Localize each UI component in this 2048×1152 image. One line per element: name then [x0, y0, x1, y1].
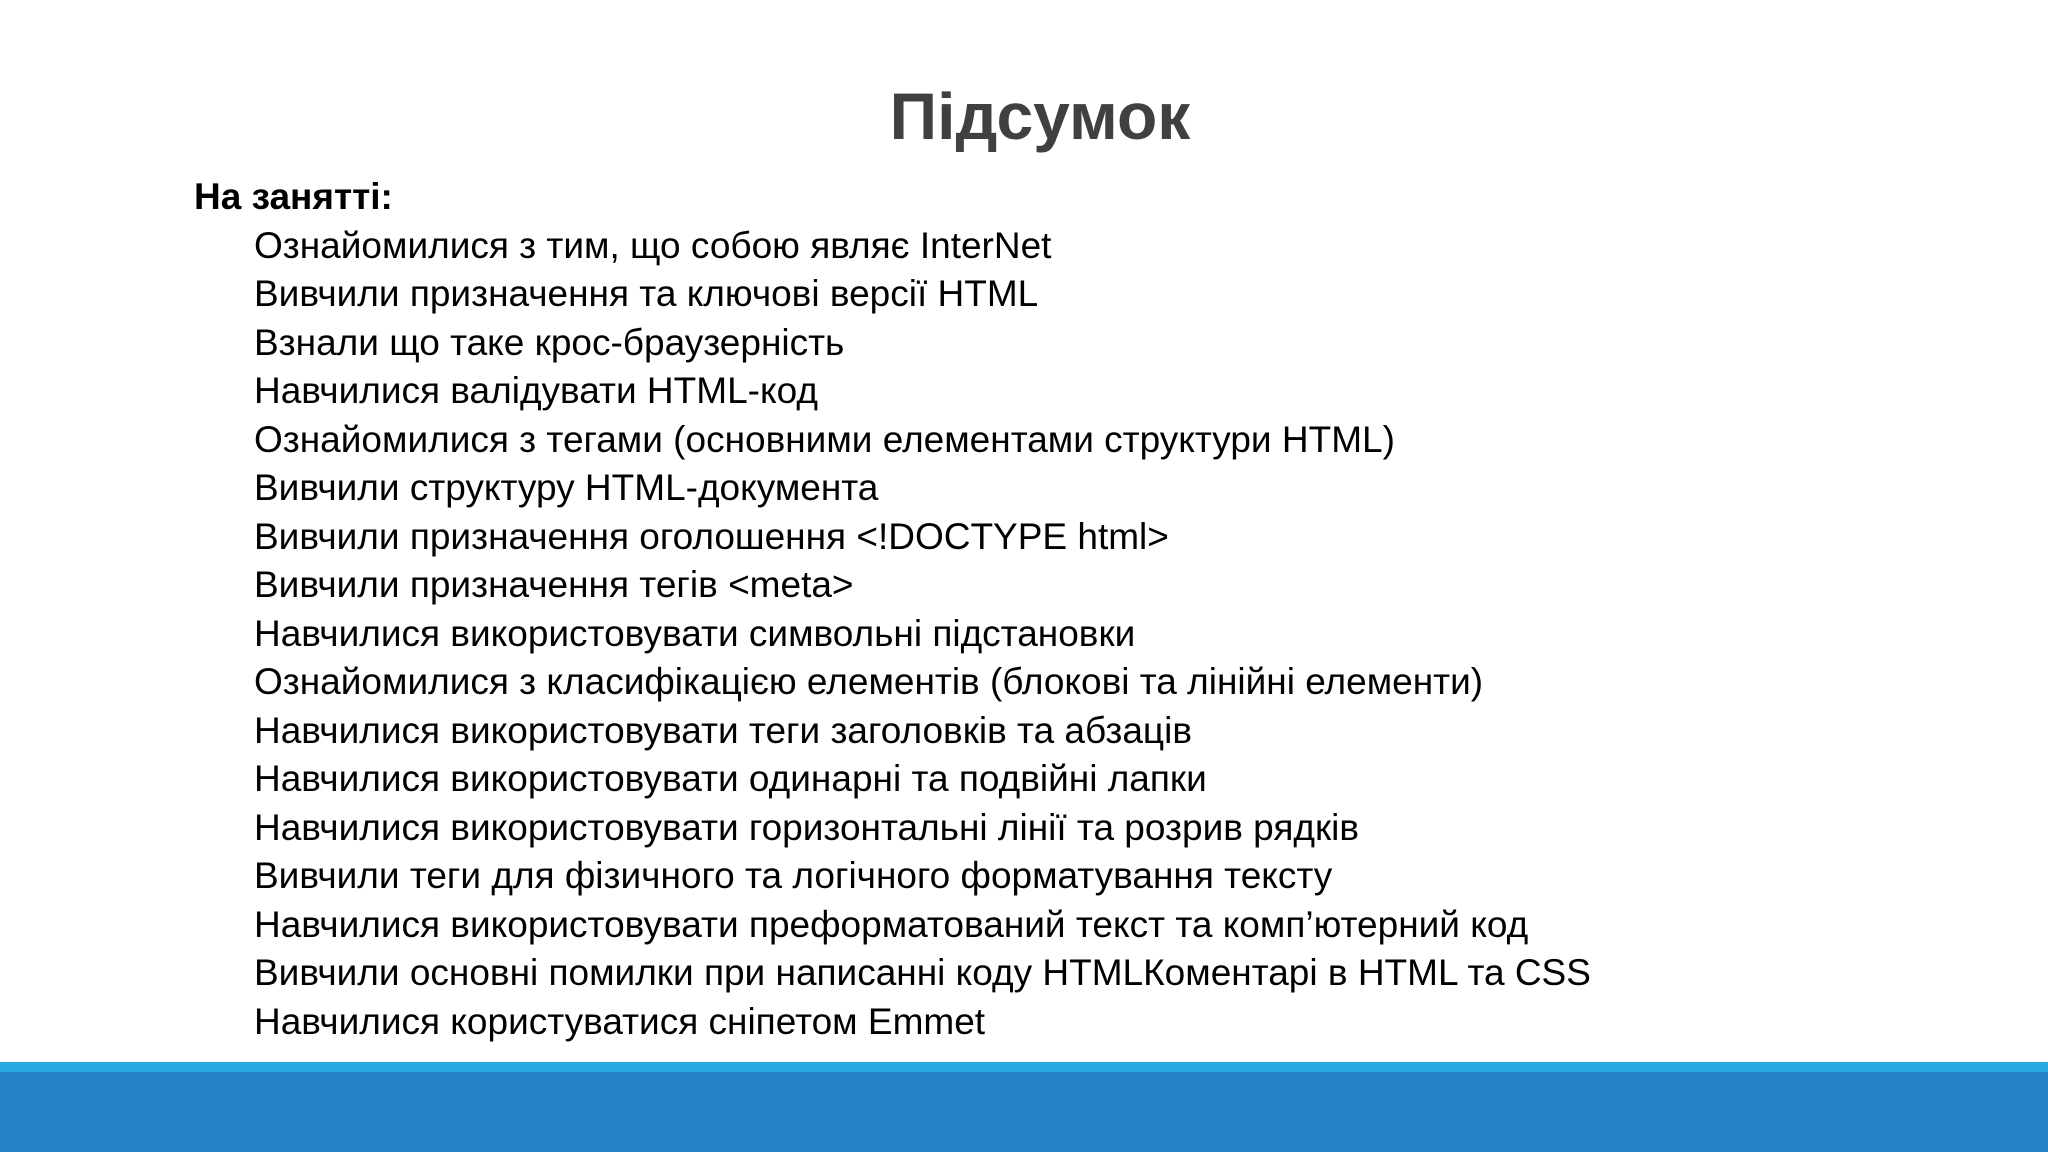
summary-list — [194, 222, 1994, 1047]
list-item: Вивчили призначення та ключові версії HTML — [254, 273, 1039, 314]
list-item: Ознайомилися з тим, що собою являє InterNet — [254, 224, 1052, 266]
list-item: Вивчили призначення тегів <meta> — [254, 564, 854, 605]
list-item: Навчилися використовувати преформатований текст та комп’ютерний код — [254, 903, 1529, 945]
list-item: Вивчили структуру HTML-документа — [254, 467, 879, 508]
slide-content — [194, 173, 1994, 1046]
list-item: Ознайомилися з класифікацією елементів (блокові та лінійні елементи) — [254, 661, 1484, 702]
intro-heading: На занятті: — [194, 176, 393, 217]
list-item: Навчилися використовувати символьні підстановки — [254, 612, 1136, 654]
list-item: Навчилися використовувати теги заголовків та абзаців — [254, 709, 1192, 751]
list-item: Вивчили теги для фізичного та логічного форматування тексту — [254, 855, 1333, 896]
list-item: Ознайомилися з тегами (основними елементами структури HTML) — [254, 418, 1395, 460]
list-item: Навчилися валідувати HTML-код — [254, 370, 818, 411]
list-item: Навчилися використовувати горизонтальні лінії та розрив рядків — [254, 806, 1360, 848]
slide-title: Підсумок — [889, 79, 1191, 153]
footer-bar — [0, 1072, 2048, 1152]
list-item: Вивчили призначення оголошення <!DOCTYPE html> — [254, 515, 1169, 557]
footer-accent-line — [0, 1062, 2048, 1072]
list-item: Навчилися використовувати одинарні та подвійні лапки — [254, 758, 1207, 799]
list-item: Вивчили основні помилки при написанні коду HTMLКоментарі в HTML та CSS — [254, 952, 1591, 993]
list-item: Навчилися користуватися сніпетом Emmet — [254, 1000, 986, 1042]
list-item: Взнали що таке крос-браузерність — [254, 321, 845, 363]
